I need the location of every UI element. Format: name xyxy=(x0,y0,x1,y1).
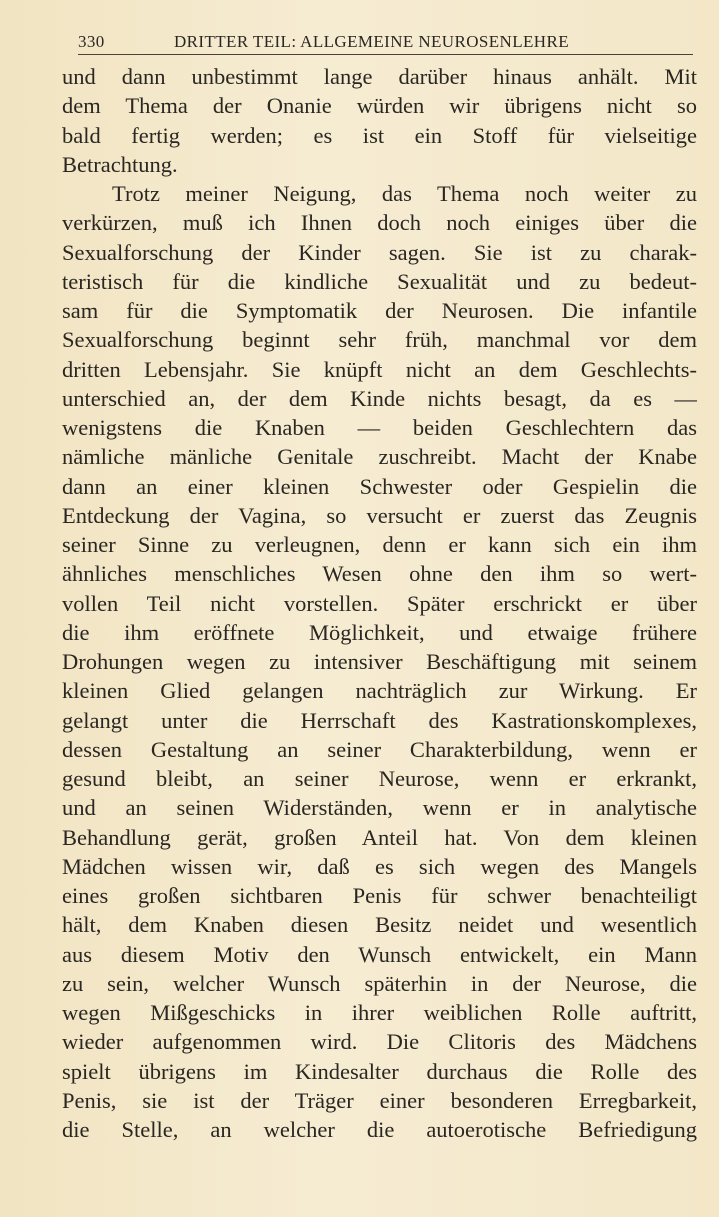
text-line: unterschied an, der dem Kinde nichts besagt, da es — xyxy=(62,385,697,411)
text-line: dritten Lebensjahr. Sie knüpft nicht an dem Geschlechts- xyxy=(62,356,697,382)
text-line: die Stelle, an welcher die autoerotische Befriedigung xyxy=(62,1117,697,1142)
text-line: spielt übrigens im Kindesalter durchaus die Rolle des xyxy=(62,1058,697,1084)
text-line: Mädchen wissen wir, daß es sich wegen des Mangels xyxy=(62,853,697,879)
text-line: ähnliches menschliches Wesen ohne den ihm so wert- xyxy=(62,561,697,587)
text-line: Penis, sie ist der Träger einer besonderen Erregbarkeit, xyxy=(62,1087,697,1113)
running-head: DRITTER TEIL: ALLGEMEINE NEUROSENLEHRE xyxy=(174,32,569,51)
text-line: zu sein, welcher Wunsch späterhin in der Neurose, die xyxy=(62,970,697,996)
body-text xyxy=(62,62,697,1144)
text-line: verkürzen, muß ich Ihnen doch noch einiges über die xyxy=(62,210,697,236)
text-line: Sexualforschung der Kinder sagen. Sie ist zu charak- xyxy=(62,239,697,265)
text-line: Sexualforschung beginnt sehr früh, manchmal vor dem xyxy=(62,327,697,353)
text-line: sam für die Symptomatik der Neurosen. Die infantile xyxy=(62,298,697,323)
text-line: Drohungen wegen zu intensiver Beschäftigung mit seinem xyxy=(62,649,697,674)
text-line: Trotz meiner Neigung, das Thema noch weiter zu xyxy=(112,181,697,206)
text-line: Entdeckung der Vagina, so versucht er zuerst das Zeugnis xyxy=(62,502,697,528)
text-line: und an seinen Widerständen, wenn er in analytische xyxy=(62,795,697,821)
text-line: Betrachtung. xyxy=(62,151,178,177)
text-line: die ihm eröffnete Möglichkeit, und etwaige frühere xyxy=(62,619,697,645)
text-line: Behandlung gerät, großen Anteil hat. Von dem kleinen xyxy=(62,824,697,850)
text-line: bald fertig werden; es ist ein Stoff für vielseitige xyxy=(62,122,697,148)
text-line: dessen Gestaltung an seiner Charakterbildung, wenn er xyxy=(62,736,697,762)
text-line: seiner Sinne zu verleugnen, denn er kann sich ein ihm xyxy=(62,532,697,557)
page-header xyxy=(78,30,693,55)
text-line: wegen Mißgeschicks in ihrer weiblichen Rolle auftritt, xyxy=(62,1000,697,1025)
text-line: vollen Teil nicht vorstellen. Später erschrickt er über xyxy=(62,590,697,616)
text-line: gesund bleibt, an seiner Neurose, wenn er erkrankt, xyxy=(62,766,697,791)
text-line: eines großen sichtbaren Penis für schwer benachteiligt xyxy=(62,883,697,908)
text-line: kleinen Glied gelangen nachträglich zur Wirkung. Er xyxy=(62,678,697,704)
text-line: teristisch für die kindliche Sexualität und zu bedeut- xyxy=(62,268,697,294)
text-line: gelangt unter die Herrschaft des Kastrationskomplexes, xyxy=(62,707,697,733)
text-line: dem Thema der Onanie würden wir übrigens nicht so xyxy=(62,93,697,119)
page-number: 330 xyxy=(78,32,105,51)
text-line: aus diesem Motiv den Wunsch entwickelt, ein Mann xyxy=(62,941,697,967)
text-line: und dann unbestimmt lange darüber hinaus anhält. Mit xyxy=(62,64,697,89)
text-line: wieder aufgenommen wird. Die Clitoris des Mädchens xyxy=(62,1029,697,1055)
text-line: dann an einer kleinen Schwester oder Gespielin die xyxy=(62,473,697,499)
text-line: hält, dem Knaben diesen Besitz neidet und wesentlich xyxy=(62,912,697,938)
text-line: nämliche mänliche Genitale zuschreibt. Macht der Knabe xyxy=(62,444,697,470)
text-line: wenigstens die Knaben — beiden Geschlechtern das xyxy=(62,415,697,440)
